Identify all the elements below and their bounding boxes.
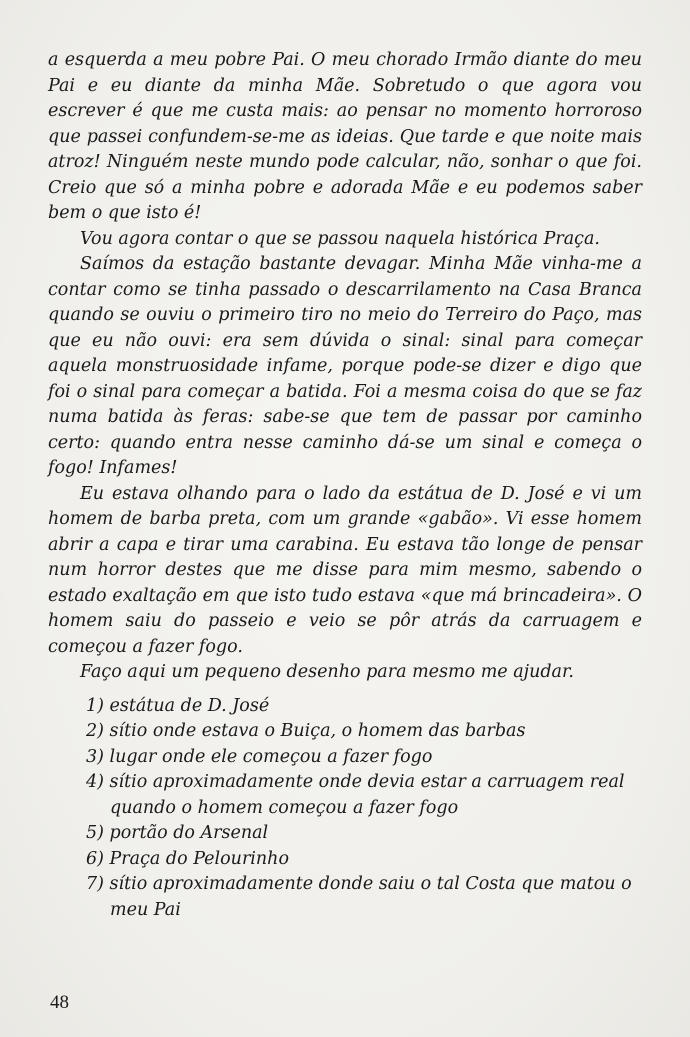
list-item-text: 6) Praça do Pelourinho	[86, 848, 289, 869]
body-text	[48, 48, 642, 923]
list-item-text: 4) sítio aproximadamente onde devia estar a carruagem real	[86, 772, 625, 792]
list-item	[48, 770, 642, 821]
list-item-text: 5) portão do Arsenal	[86, 823, 269, 843]
page-number: 48	[50, 992, 69, 1013]
list-item-text: 7) sítio aproximadamente donde saiu o tal Costa que matou o	[86, 874, 632, 894]
list-item-text: 2) sítio onde estava o Buiça, o homem das barbas	[86, 721, 526, 741]
list-item-continuation: quando o homem começou a fazer fogo	[110, 797, 459, 818]
list-item-text: 1) estátua de D. José	[86, 695, 270, 716]
list-item	[48, 719, 642, 745]
list-item	[48, 694, 642, 720]
paragraph-2: Vou agora contar o que se passou naquela histórica Praça.	[80, 228, 600, 249]
paragraph-3: Saímos da estação bastante devagar. Minha Mãe vinha-me a contar como se tinha passado o descarrilamento na Casa Branca quando se ouviu o primeiro tiro no meio do Terreiro do Paço, mas que eu não ouvi: era sem dúvida o sinal: sinal para começar aquela monstruosidade infame, porque pode-se dizer e digo que foi o sinal para começar a batida. Foi a mesma coisa do que se faz numa batida às feras: sabe-se que tem de passar por caminho certo: quando entra nesse caminho dá-se um sinal e começa o fogo! Infames!	[48, 254, 642, 478]
paragraph-5: Faço aqui um pequeno desenho para mesmo me ajudar.	[80, 662, 574, 682]
list-item	[48, 821, 642, 847]
list-item	[48, 745, 642, 771]
list-item	[48, 872, 642, 923]
paragraph-4: Eu estava olhando para o lado da estátua de D. José e vi um homem de barba preta, com um grande «gabão». Vi esse homem abrir a capa e tirar uma carabina. Eu estava tão longe de pensar num horror destes que me disse para mim mesmo, sabendo o estado exaltação em que isto tudo estava «que má brincadeira». O homem saiu do passeio e veio se pôr atrás da carruagem e começou a fazer fogo.	[48, 483, 642, 657]
list-item	[48, 847, 642, 873]
list-item-text: 3) lugar onde ele começou a fazer fogo	[86, 746, 433, 767]
list-item-continuation: meu Pai	[110, 899, 181, 920]
legend-list	[48, 694, 642, 924]
paragraph-1: a esquerda a meu pobre Pai. O meu chorado Irmão diante do meu Pai e eu diante da minha Mãe. Sobretudo o que agora vou escrever é que me custa mais: ao pensar no momento horroroso que passei confundem-se-me as ideias. Que tarde e que noite mais atroz! Ninguém neste mundo pode calcular, não, sonhar o que foi. Creio que só a minha pobre e adorada Mãe e eu podemos saber bem o que isto é!	[48, 50, 642, 223]
